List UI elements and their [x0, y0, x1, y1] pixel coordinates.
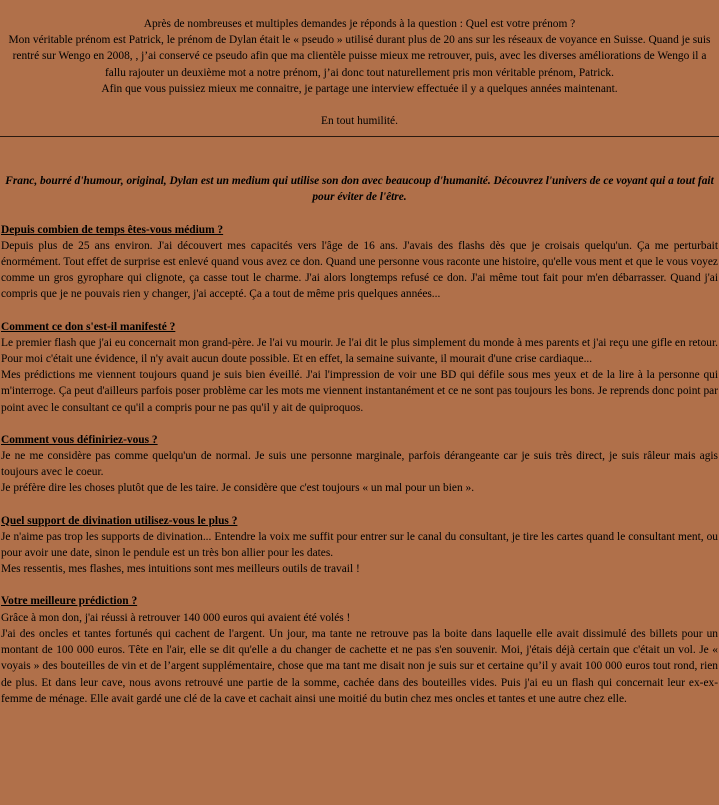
answer-paragraph: Je ne me considère pas comme quelqu'un de normal. Je suis une personne marginale, parfois dérangeante car je suis très direct, je suis râleur mais agis toujours avec le coeur. — [1, 450, 718, 479]
intro-interview-line: Afin que vous puissiez mieux me connaitre, je partage une interview effectuée il y a quelques années maintenant. — [101, 82, 618, 95]
divider — [0, 136, 719, 137]
question-heading: Votre meilleure prédiction ? — [1, 595, 138, 608]
qa-section — [1, 319, 718, 416]
interview-lead: Franc, bourré d'humour, original, Dylan est un medium qui utilise son don avec beaucoup d'humanité. Découvrez l'univers de ce voyant qui a tout fait pour éviter de l'être. — [5, 175, 714, 204]
question-heading: Quel support de divination utilisez-vous le plus ? — [1, 514, 238, 527]
question-heading: Depuis combien de temps êtes-vous médium ? — [1, 223, 224, 236]
qa-section — [1, 593, 718, 706]
answer-paragraph: J'ai des oncles et tantes fortunés qui cachent de l'argent. Un jour, ma tante ne retrouve pas la boite dans laquelle elle avait dissimulé des billets pour un montant de 100 000 euros. Tête en l'air, elle se dit qu'elle a du changer de cachette et ne pas s'en souvenir. Moi, j'étais déjà certain que c'était un vol. Je « voyais » des bouteilles de vin et de l’argent supplémentaire, chose que ma tant me disait non je suis sur et certaine qu’il y avait 100 000 euros tout rond, rien de plus. Et dans leur cave, nous avons retrouvé une partie de la somme, cachée dans des bouteilles vides. Puis j'ai eu un flash qui concernait leur ex-ex-femme de ménage. Elle avait gardé une clé de la cave et cachait ainsi une moitié du butin chez mes oncles et tantes et une autre chez elle. — [1, 627, 718, 705]
spacer — [2, 97, 717, 113]
answer-paragraph: Je préfère dire les choses plutôt que de les taire. Je considère que c'est toujours « un mal pour un bien ». — [1, 482, 475, 495]
answer-paragraph: Mes prédictions me viennent toujours quand je suis bien éveillé. J'ai l'impression de voir une BD qui défile sous mes yeux et de la lire à la personne qui m'interroge. Ça peut d'ailleurs parfois poser problème car les mots me viennent instantanément et ce ne sont pas toujours les bons. Je reprends donc point par point avec le consultant ce qu'il a compris pour ne pas qu'il y ait de quiproquos. — [1, 369, 718, 414]
answer-paragraph: Depuis plus de 25 ans environ. J'ai découvert mes capacités vers l'âge de 16 ans. J'avais des flashs dès que je croisais quelqu'un. Ça me perturbait énormément. Tout effet de surprise est enlevé quand vous avez ce don. Quand une personne vous raconte une histoire, qu'elle vous ment et que le vous voyez comme un gros gyrophare qui clignote, ça casse tout le charme. J'ai alors longtemps refusé ce don. J'ai même tout fait pour m'en débarrasser. Quand j'ai compris que je ne pouvais rien y changer, j'ai accepté. Ça a tout de même pris quelques années... — [1, 239, 718, 301]
intro-signoff: En tout humilité. — [321, 115, 398, 128]
interview-body — [0, 222, 719, 707]
question-heading: Comment ce don s'est-il manifesté ? — [1, 320, 176, 333]
answer-paragraph: Je n'aime pas trop les supports de divination... Entendre la voix me suffit pour entrer sur le canal du consultant, je tire les cartes quand le consultant ment, ou pour avoir une date, sinon le pendule est un très bon allier pour les dates. — [1, 530, 718, 560]
question-heading: Comment vous définiriez-vous ? — [1, 433, 158, 446]
intro-real-name-paragraph: Mon véritable prénom est Patrick, le prénom de Dylan était le « pseudo » utilisé durant plus de 20 ans sur les réseaux de voyance en Suisse. Quand je suis rentré sur Wengo en 2008, , j’ai conservé ce pseudo afin que ma clientèle puisse mieux me retrouver, puis, avec les diverses améliorations de Wengo il a fallu rajouter un deuxième mot a notre prénom, j’ai donc tout naturellement pris mon véritable prénom, Patrick. — [8, 34, 711, 79]
intro-question-line: Après de nombreuses et multiples demandes je réponds à la question : Quel est votre prénom ? — [143, 18, 576, 30]
answer-paragraph: Mes ressentis, mes flashes, mes intuitions sont mes meilleurs outils de travail ! — [1, 563, 360, 576]
answer-paragraph: Grâce à mon don, j'ai réussi à retrouver 140 000 euros qui avaient été volés ! — [1, 611, 351, 624]
intro-block — [0, 0, 719, 129]
qa-section — [1, 222, 718, 303]
qa-section — [1, 513, 718, 578]
qa-section — [1, 432, 718, 497]
answer-paragraph: Le premier flash que j'ai eu concernait mon grand-père. Je l'ai vu mourir. Je l'ai dit le plus simplement du monde à mes parents et j'ai reçu une gifle en retour. Pour moi c'était une évidence, il n'y avait aucun doute possible. Et en effet, la semaine suivante, il mourait d'une crise cardiaque... — [1, 336, 718, 366]
